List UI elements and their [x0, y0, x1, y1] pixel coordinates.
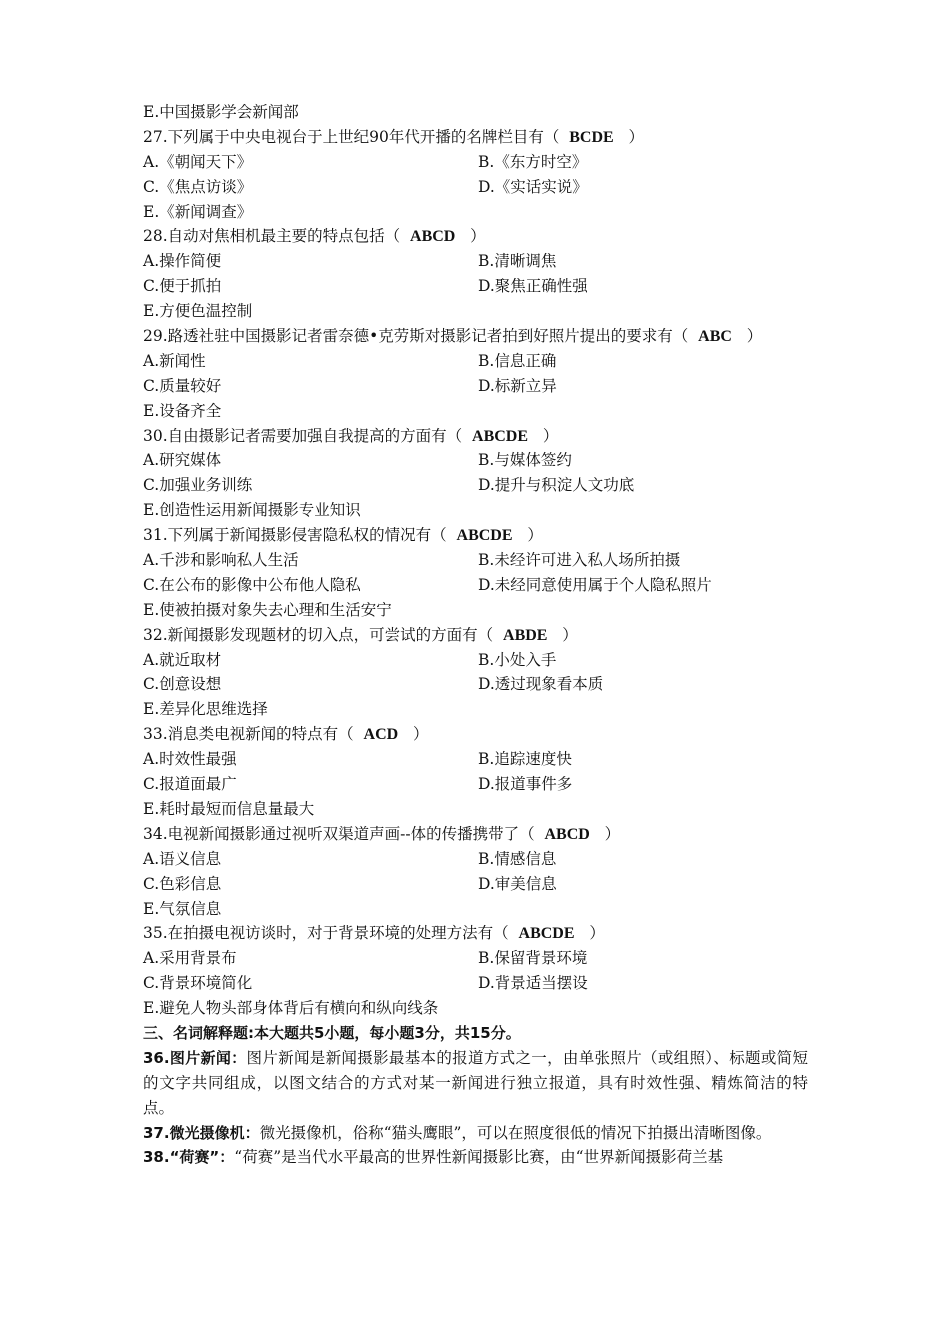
- option-c: C.色彩信息: [143, 874, 222, 893]
- option-b: B.清晰调焦: [478, 252, 557, 271]
- multiple-choice-questions: [143, 125, 823, 1021]
- answer-key: ABCD: [410, 228, 456, 246]
- option-row: [143, 374, 823, 399]
- term-label: 37.微光摄像机：: [143, 1123, 260, 1142]
- option-a: A.新闻性: [143, 351, 206, 370]
- option-row: [143, 747, 823, 772]
- option-c: C.《焦点访谈》: [143, 177, 253, 196]
- answer-key: ACD: [363, 726, 399, 744]
- option-b: B.追踪速度快: [478, 750, 572, 769]
- option-b: B.未经许可进入私人场所拍摄: [478, 551, 681, 570]
- question-text: 29.路透社驻中国摄影记者雷奈德•克劳斯对摄影记者拍到好照片提出的要求有（: [143, 327, 689, 346]
- section-title: 三、名词解释题:本大题共5小题，每小题3分，共15分。: [143, 1023, 521, 1042]
- question-text: 31.下列属于新闻摄影侵害隐私权的情况有（: [143, 526, 447, 545]
- option-a: A.研究媒体: [143, 451, 222, 470]
- option-a: A.采用背景布: [143, 949, 237, 968]
- question-block: [143, 324, 823, 424]
- question-text: 32.新闻摄影发现题材的切入点，可尝试的方面有（: [143, 625, 494, 644]
- closing-paren: ）: [542, 426, 559, 445]
- question-text: 27.下列属于中央电视台于上世纪90年代开播的名牌栏目有（: [143, 127, 560, 146]
- option-row: [143, 672, 823, 697]
- option-row: [143, 872, 823, 897]
- option-d: D.透过现象看本质: [478, 675, 604, 694]
- closing-paren: ）: [604, 824, 621, 843]
- option-row: [143, 996, 823, 1021]
- question-stem: [143, 921, 823, 946]
- question-block: [143, 224, 823, 324]
- option-b: B.信息正确: [478, 351, 557, 370]
- option-b: B.小处入手: [478, 650, 557, 669]
- question-stem: [143, 822, 823, 847]
- closing-paren: ）: [746, 327, 763, 346]
- question-block: [143, 623, 823, 723]
- option-row: [143, 473, 823, 498]
- option-row: [143, 299, 823, 324]
- question-stem: [143, 523, 823, 548]
- answer-key: ABC: [698, 328, 732, 346]
- option-e: E.气氛信息: [143, 899, 222, 918]
- question-block: [143, 424, 823, 524]
- option-e: E.中国摄影学会新闻部: [143, 103, 299, 121]
- question-text: 30.自由摄影记者需要加强自我提高的方面有（: [143, 426, 463, 445]
- option-d: D.背景适当摆设: [478, 974, 588, 993]
- option-row: [143, 847, 823, 872]
- option-row: [143, 971, 823, 996]
- answer-key: ABCDE: [456, 527, 513, 545]
- option-c: C.创意设想: [143, 675, 222, 694]
- closing-paren: ）: [412, 725, 429, 744]
- option-d: D.审美信息: [478, 874, 557, 893]
- option-e: E.使被拍摄对象失去心理和生活安宁: [143, 600, 392, 619]
- question-text: 35.在拍摄电视访谈时，对于背景环境的处理方法有（: [143, 924, 509, 943]
- closing-paren: ）: [589, 924, 605, 943]
- closing-paren: ）: [527, 526, 543, 545]
- option-e: E.设备齐全: [143, 401, 222, 420]
- option-b: B.情感信息: [478, 849, 557, 868]
- term-text: “荷赛”是当代水平最高的世界性新闻摄影比赛，由“世界新闻摄影荷兰基: [234, 1148, 724, 1167]
- option-d: D.标新立异: [478, 376, 557, 395]
- term-text: 微光摄像机，俗称“猫头鹰眼”，可以在照度很低的情况下拍摄出清晰图像。: [259, 1123, 772, 1142]
- question-text: 28.自动对焦相机最主要的特点包括（: [143, 227, 401, 246]
- question-stem: [143, 623, 823, 648]
- option-b: B.与媒体签约: [478, 451, 572, 470]
- option-c: C.报道面最广: [143, 775, 237, 794]
- term-definition: [143, 1046, 808, 1121]
- option-c: C.背景环境简化: [143, 974, 253, 993]
- option-a: A.就近取材: [143, 650, 222, 669]
- question-block: [143, 722, 823, 822]
- answer-key: BCDE: [569, 128, 614, 146]
- option-d: D.报道事件多: [478, 775, 573, 794]
- question-stem: [143, 722, 823, 747]
- option-row: [143, 249, 823, 274]
- option-row: [143, 797, 823, 822]
- question-block: [143, 523, 823, 623]
- closing-paren: ）: [470, 227, 486, 246]
- option-row: [143, 274, 823, 299]
- option-d: D.《实话实说》: [478, 177, 588, 196]
- option-row: [143, 573, 823, 598]
- option-d: D.聚焦正确性强: [478, 277, 588, 296]
- term-text: 图片新闻是新闻摄影最基本的报道方式之一，由单张照片（或组照）、标题或简短的文字共同组成，以图文结合的方式对某一新闻进行独立报道，具有时效性强、精炼简洁的特点。: [143, 1048, 808, 1117]
- answer-key: ABCD: [544, 825, 590, 843]
- question-text: 34.电视新闻摄影通过视听双渠道声画--体的传播携带了（: [143, 824, 535, 843]
- term-label: 36.图片新闻：: [143, 1048, 247, 1067]
- option-row: [143, 150, 823, 175]
- option-e: E.避免人物头部身体背后有横向和纵向线条: [143, 999, 439, 1018]
- option-row: [143, 897, 823, 922]
- term-definition: [143, 1145, 808, 1170]
- document-page: [143, 100, 823, 1170]
- question-stem: [143, 324, 823, 349]
- option-row: [143, 598, 823, 623]
- closing-paren: ）: [628, 127, 644, 146]
- option-e: E.《新闻调查》: [143, 202, 253, 221]
- option-e: E.方便色温控制: [143, 302, 253, 321]
- option-e: E.耗时最短而信息量最大: [143, 799, 315, 818]
- closing-paren: ）: [562, 625, 578, 644]
- option-b: B.《东方时空》: [478, 152, 588, 171]
- option-row: [143, 349, 823, 374]
- option-a: A.操作简便: [143, 252, 222, 271]
- option-row: [143, 648, 823, 673]
- option-row: [143, 399, 823, 424]
- option-a: A.语义信息: [143, 849, 222, 868]
- question-block: [143, 921, 823, 1021]
- option-row: [143, 448, 823, 473]
- option-row: [143, 175, 823, 200]
- question-text: 33.消息类电视新闻的特点有（: [143, 725, 354, 744]
- option-e: E.差异化思维选择: [143, 700, 268, 719]
- option-row: [143, 697, 823, 722]
- question-stem: [143, 224, 823, 249]
- question-block: [143, 125, 823, 225]
- question-stem: [143, 424, 823, 449]
- option-b: B.保留背景环境: [478, 949, 588, 968]
- option-a: A.千涉和影响私人生活: [143, 551, 299, 570]
- option-c: C.加强业务训练: [143, 476, 253, 495]
- option-c: C.在公布的影像中公布他人隐私: [143, 575, 361, 594]
- question-block: [143, 822, 823, 922]
- question-stem: [143, 125, 823, 150]
- option-row: [143, 200, 823, 225]
- option-e: E.创造性运用新闻摄影专业知识: [143, 501, 361, 520]
- option-a: A.时效性最强: [143, 750, 237, 769]
- option-row: [143, 772, 823, 797]
- answer-key: ABDE: [503, 626, 548, 644]
- option-row: [143, 498, 823, 523]
- option-row: [143, 946, 823, 971]
- term-definition: [143, 1121, 808, 1146]
- option-c: C.质量较好: [143, 376, 222, 395]
- option-d: D.提升与积淀人文功底: [478, 476, 635, 495]
- option-a: A.《朝闻天下》: [143, 152, 253, 171]
- option-d: D.未经同意使用属于个人隐私照片: [478, 575, 712, 594]
- term-definitions: [143, 1046, 823, 1171]
- answer-key: ABCDE: [472, 427, 529, 445]
- option-row: [143, 548, 823, 573]
- option-c: C.便于抓拍: [143, 277, 222, 296]
- answer-key: ABCDE: [518, 925, 575, 943]
- term-label: 38.“荷赛”：: [143, 1148, 235, 1167]
